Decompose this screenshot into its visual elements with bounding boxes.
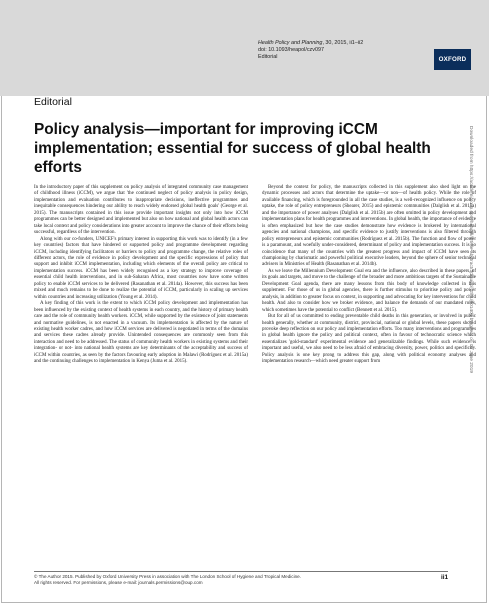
page-number: ii1 [441, 574, 449, 581]
doi-link[interactable]: doi: 10.1093/heapol/czv097 [258, 47, 324, 54]
paragraph: But for all of us committed to ending preventable child deaths in this generation, or involved in public health generally, whether at community, district, provincial, national or global levels, these papers should provoke deep reflection on our policy and implementation efforts. Too many interventions and programmes in global health ignore the policy and political context, often in favour of technocratic science which essentializes 'gold-standard' experimental evidence and generalizable findings. While such evidence is important and useful, we also need to be less afraid of embracing diversity, power, politics and specificity. Policy analysis is one key prong to address this gap, along with political economy analyses and implementation research—which need greater support from [262, 314, 476, 365]
section-label: Editorial [34, 96, 72, 108]
article-title: Policy analysis—important for improving iCCM implementation; essential for success of global health efforts [34, 121, 431, 176]
permissions-line: All rights reserved. For permissions, please e-mail: journals.permissions@oup.com [34, 580, 203, 585]
download-watermark-text: Downloaded from https://academic.oup.com/heapol/article-abstract/30/suppl_2/ii1/601401 by guest on 05 June 2019 [468, 126, 473, 373]
journal-reference [258, 40, 422, 62]
paragraph: Along with our co-funders, UNICEF's primary interest in supporting this work was to identify (in a few key countries) factors that have hindered or supported policy and programme development regarding iCCM, including identifying facilitators or barriers to policy and programme change, the relative roles of different actors, the role of evidence in policy development and the specific expressions of policy that support and inhibit iCCM implementation, including which elements of the overall policy are critical to implementation success. iCCM has been widely recognised as a key strategy to improve coverage of essential child health interventions, and in sub-Saharan Africa, most countries now have some written policy to enable iCCM services to be delivered (Rasanathan et al. 2014a). However, this success has been mixed and much remains to be done to realize the potential of iCCM, particularly in scaling up services within countries and increasing utilization (Young et al. 2014). [34, 236, 248, 300]
copyright-footer [34, 571, 448, 586]
journal-header-band [0, 0, 489, 96]
paragraph: Beyond the context for policy, the manuscripts collected in this supplement also shed light on the dynamic processes and actors that determine the uptake—or non—of health policy. While the role of available financing, which is foregrounded in all the case studies, is a well-recognized influence on policy uptake, the role of policy entrepreneurs (Shearer, 2015) and epistemic communities (Dalglish et al. 2015a) and the importance of power analyses (Dalglish et al. 2015b) are often omitted in policy development and implementation plans for health programmes and interventions. In global health, the importance of evidence is often emphasized but how the case studies demonstrate how evidence is brokered by international agencies and national champions, and specific evidence to justify interventions is also filtered through policy entrepreneurs and epistemic communities (Rodríguez et al. 2015b). The function and flow of power is a paramount, and woefully under-considered, determinant of policy and implementation success. It is no coincidence that many of the countries with the greatest progress and impact of iCCM have seen its championing by charismatic and powerful political executive leaders, beyond the sphere of senior technical advisers in Ministries of Health (Rasanathan et al. 2014b). [262, 185, 476, 268]
download-watermark [464, 126, 474, 566]
article-type-small: Editorial [258, 54, 278, 61]
oxford-logo[interactable]: OXFORD [434, 49, 471, 70]
body-column-left [34, 185, 248, 366]
paragraph: As we leave the Millennium Development Goal era and the influence, also described in these papers, of its goals and targets, and move to the challenge of the broader and more ambitious targets of the Sustainable Development Goal agenda, there are many lessons from this body of knowledge collected in this supplement. For those of us in global agencies, there is further stimulus to prioritise policy and power analysis, in addition to greater focus on context, in supporting and advocating for key interventions for child health. And also to consider how we broker evidence, and balance the demands of our mandated roles, which sometimes have the potential to conflict (Bennett et al. 2015). [262, 268, 476, 313]
paragraph: A key finding of this work is the extent to which iCCM policy development and implementation has been influenced by the existing context of health systems in each country, and the history of primary health care and the role of community health workers. iCCM, while supported by the existence of joint statements and normative guidelines, is not enacted in a vacuum. Its implementation is affected by the nature of existing health worker cadres, and how iCCM services are delivered is negotiated in terms of the domains and services these cadres already provide. Unintended consequences are commonly seen from this interaction and need to be addressed. The status of community health workers in existing systems and their integration- or not- into national health systems are key determinants of the acceptability and success of iCCM within countries, as seen by the factors favouring early adoption in Malawi (Rodríguez et al. 2015a) and the continuing challenges to implementation in Kenya (Juma et al. 2015). [34, 301, 248, 365]
paragraph: In the introductory paper of this supplement on policy analysis of integrated community case management of childhood illness (iCCM), we argue that 'the continued neglect of policy analysis in policy design, implementation and evaluation contributes to inappropriate decisions, ineffective programmes and inequitable consequences hindering our ability to reach widely endorsed global health goals' (George et al. 2015). The manuscripts contained in this issue provide important insights not only into how iCCM programmes can be better designed and implemented but also on how national and global health actors can take local context and policy considerations into greater account to improve the chance of their efforts being successful, regardless of the intervention. [34, 185, 248, 236]
body-column-right [262, 185, 476, 366]
journal-name[interactable]: Health Policy and Planning [258, 40, 323, 46]
journal-citation: , 30, 2015, ii1–ii2 [322, 40, 364, 46]
copyright-line: © The Author 2015. Published by Oxford University Press in association with The London School of Hygiene and Tropical Medicine. [34, 574, 301, 579]
